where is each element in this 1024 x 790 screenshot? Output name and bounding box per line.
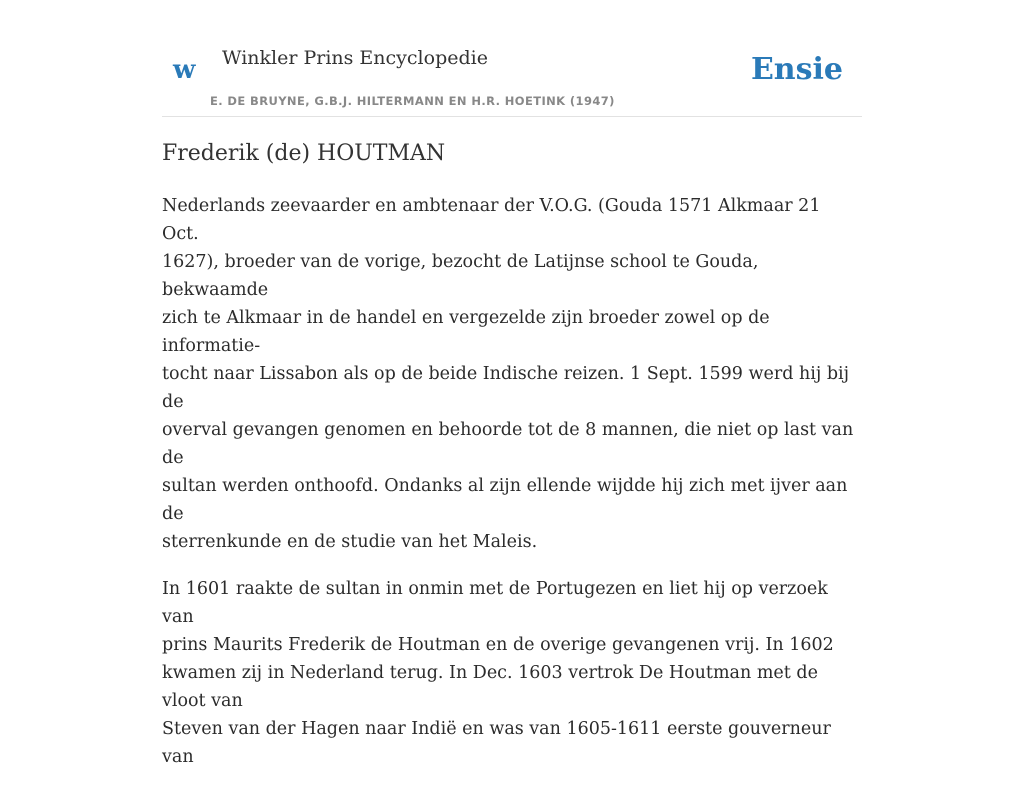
site-header — [162, 0, 862, 117]
page-container — [162, 0, 862, 767]
brand-logo[interactable]: Ensie — [750, 52, 843, 87]
article-body — [162, 192, 862, 790]
article-title: Frederik (de) HOUTMAN — [162, 141, 446, 166]
site-subtitle: E. DE BRUYNE, G.B.J. HILTERMANN EN H.R. HOETINK (1947) — [210, 94, 615, 108]
article-paragraph: Nederlands zeevaarder en ambtenaar der V.O.G. (Gouda 1571 Alkmaar 21 Oct. 1627), broeder van de vorige, bezocht de Latijnse school te Gouda, bekwaamde zich te Alkmaar in de handel en vergezelde zijn broeder zowel op de informatie- tocht naar Lissabon als op de beide Indische reizen. 1 Sept. 1599 werd hij bij de overval gevangen genomen en behoorde tot de 8 mannen, die niet op last van de sultan werden onthoofd. Ondanks al zijn ellende wijdde hij zich met ijver aan de sterrenkunde en de studie van het Maleis. — [162, 196, 854, 552]
site-title[interactable]: Winkler Prins Encyclopedie — [222, 47, 488, 69]
site-logo[interactable]: w — [173, 55, 196, 85]
article-paragraph: In 1601 raakte de sultan in onmin met de Portugezen en liet hij op verzoek van prins Maurits Frederik de Houtman en de overige gevangenen vrij. In 1602 kwamen zij in Nederland terug. In Dec. 1603 vertrok De Houtman met de vloot van Steven van der Hagen naar Indië en was van 1605-1611 eerste gouverneur van — [162, 579, 834, 767]
